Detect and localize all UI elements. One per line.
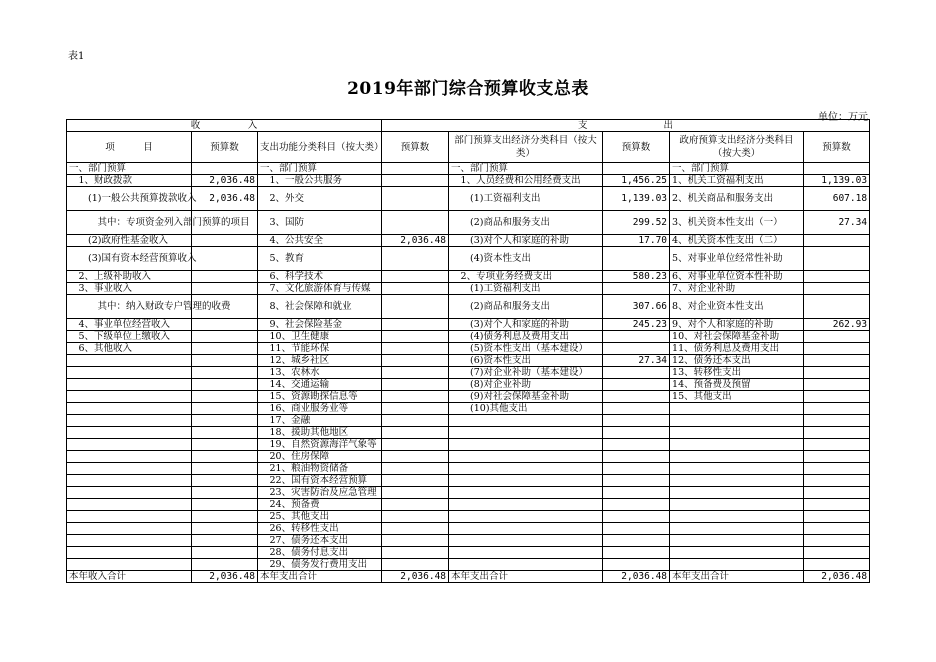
cell-function-budget <box>382 415 449 427</box>
cell-function-item: 13、农林水 <box>258 367 382 379</box>
cell-function-budget <box>382 487 449 499</box>
cell-income-budget <box>192 379 258 391</box>
cell-income-budget <box>192 427 258 439</box>
cell-income-item: 3、事业收入 <box>67 283 192 295</box>
cell-gov-econ-budget <box>804 235 870 247</box>
cell-gov-econ-item: 14、预备费及预留 <box>670 379 804 391</box>
cell-gov-econ-budget <box>804 523 870 535</box>
cell-income-budget <box>192 499 258 511</box>
cell-income-budget <box>192 331 258 343</box>
cell-gov-econ-item <box>670 463 804 475</box>
cell-dept-econ-budget <box>603 343 670 355</box>
cell-function-item: 12、城乡社区 <box>258 355 382 367</box>
total-income-item: 本年收入合计 <box>67 571 192 583</box>
cell-gov-econ-item <box>670 403 804 415</box>
cell-income-budget <box>192 463 258 475</box>
cell-function-budget <box>382 355 449 367</box>
cell-dept-econ-budget <box>603 247 670 271</box>
cell-gov-econ-budget <box>804 367 870 379</box>
cell-dept-econ-budget <box>603 367 670 379</box>
cell-gov-econ-item <box>670 511 804 523</box>
cell-dept-econ-item <box>449 439 603 451</box>
cell-function-budget <box>382 451 449 463</box>
cell-function-item: 2、外交 <box>258 187 382 211</box>
table-row <box>67 475 870 487</box>
cell-gov-econ-item <box>670 547 804 559</box>
cell-dept-econ-budget: 299.52 <box>603 211 670 235</box>
cell-function-item: 27、债务还本支出 <box>258 535 382 547</box>
cell-income-item <box>67 535 192 547</box>
cell-gov-econ-budget <box>804 379 870 391</box>
income-band-header: 收 入 <box>67 120 382 132</box>
cell-function-item: 24、预备费 <box>258 499 382 511</box>
header-function-class: 支出功能分类科目（按大类） <box>258 132 382 163</box>
header-budget-income: 预算数 <box>192 132 258 163</box>
unit-label: 单位：万元 <box>818 112 868 123</box>
cell-income-item: 5、下级单位上缴收入 <box>67 331 192 343</box>
cell-dept-econ-budget: 27.34 <box>603 355 670 367</box>
cell-income-item: 2、上级补助收入 <box>67 271 192 283</box>
cell-income-budget <box>192 511 258 523</box>
total-function-item: 本年支出合计 <box>258 571 382 583</box>
cell-function-item: 14、交通运输 <box>258 379 382 391</box>
cell-gov-econ-budget <box>804 463 870 475</box>
cell-dept-econ-item <box>449 559 603 571</box>
cell-income-budget <box>192 247 258 271</box>
cell-dept-econ-budget: 17.70 <box>603 235 670 247</box>
cell-function-item: 4、公共安全 <box>258 235 382 247</box>
cell-function-item: 一、部门预算 <box>258 163 382 175</box>
cell-gov-econ-item: 11、债务利息及费用支出 <box>670 343 804 355</box>
total-income-budget: 2,036.48 <box>192 571 258 583</box>
expense-band-header: 支 出 <box>382 120 870 132</box>
total-dept-econ-item: 本年支出合计 <box>449 571 603 583</box>
cell-function-budget <box>382 247 449 271</box>
cell-gov-econ-budget <box>804 427 870 439</box>
cell-function-item: 21、粮油物资储备 <box>258 463 382 475</box>
cell-function-item: 17、金融 <box>258 415 382 427</box>
cell-function-item: 3、国防 <box>258 211 382 235</box>
cell-function-item: 28、债务付息支出 <box>258 547 382 559</box>
table-row <box>67 415 870 427</box>
totals-row <box>67 571 870 583</box>
page-title: 2019年部门综合预算收支总表 <box>347 79 589 99</box>
cell-gov-econ-budget <box>804 295 870 319</box>
cell-dept-econ-item <box>449 415 603 427</box>
table-row <box>67 547 870 559</box>
cell-income-item <box>67 511 192 523</box>
cell-gov-econ-budget <box>804 535 870 547</box>
cell-income-item: 6、其他收入 <box>67 343 192 355</box>
cell-gov-econ-item <box>670 499 804 511</box>
cell-gov-econ-item: 9、对个人和家庭的补助 <box>670 319 804 331</box>
cell-income-budget <box>192 343 258 355</box>
cell-dept-econ-item: (6)资本性支出 <box>449 355 603 367</box>
cell-gov-econ-budget: 1,139.03 <box>804 175 870 187</box>
table-row <box>67 175 870 187</box>
cell-income-budget: 2,036.48 <box>192 187 258 211</box>
table-row <box>67 379 870 391</box>
table-row <box>67 451 870 463</box>
table-row <box>67 511 870 523</box>
cell-function-budget <box>382 271 449 283</box>
cell-gov-econ-item: 13、转移性支出 <box>670 367 804 379</box>
cell-dept-econ-budget <box>603 403 670 415</box>
table-row <box>67 439 870 451</box>
cell-dept-econ-budget <box>603 163 670 175</box>
cell-income-item <box>67 463 192 475</box>
cell-gov-econ-item <box>670 451 804 463</box>
cell-gov-econ-item: 10、对社会保障基金补助 <box>670 331 804 343</box>
cell-dept-econ-budget <box>603 547 670 559</box>
table-row <box>67 163 870 175</box>
cell-gov-econ-budget <box>804 283 870 295</box>
cell-dept-econ-item: (9)对社会保障基金补助 <box>449 391 603 403</box>
cell-income-budget <box>192 235 258 247</box>
cell-function-item: 15、资源勘探信息等 <box>258 391 382 403</box>
cell-gov-econ-item <box>670 559 804 571</box>
cell-dept-econ-budget: 1,139.03 <box>603 187 670 211</box>
cell-income-item <box>67 427 192 439</box>
cell-gov-econ-budget <box>804 487 870 499</box>
cell-function-item: 16、商业服务业等 <box>258 403 382 415</box>
table-row <box>67 295 870 319</box>
cell-function-budget <box>382 523 449 535</box>
cell-gov-econ-budget <box>804 475 870 487</box>
cell-gov-econ-budget <box>804 163 870 175</box>
table-row <box>67 271 870 283</box>
cell-function-budget <box>382 175 449 187</box>
budget-table <box>66 119 870 583</box>
cell-function-item: 18、援助其他地区 <box>258 427 382 439</box>
cell-function-budget <box>382 343 449 355</box>
cell-income-item: 4、事业单位经营收入 <box>67 319 192 331</box>
cell-gov-econ-item <box>670 439 804 451</box>
cell-gov-econ-item: 12、债务还本支出 <box>670 355 804 367</box>
cell-dept-econ-budget <box>603 523 670 535</box>
cell-dept-econ-budget <box>603 451 670 463</box>
cell-dept-econ-item <box>449 535 603 547</box>
table-row <box>67 535 870 547</box>
cell-income-budget <box>192 451 258 463</box>
cell-gov-econ-budget <box>804 451 870 463</box>
cell-gov-econ-budget: 607.18 <box>804 187 870 211</box>
table-row <box>67 403 870 415</box>
table-row <box>67 331 870 343</box>
cell-income-item <box>67 391 192 403</box>
cell-gov-econ-budget <box>804 331 870 343</box>
cell-dept-econ-item: 1、人员经费和公用经费支出 <box>449 175 603 187</box>
cell-income-budget <box>192 535 258 547</box>
cell-dept-econ-item <box>449 487 603 499</box>
cell-function-budget <box>382 319 449 331</box>
cell-dept-econ-budget <box>603 487 670 499</box>
cell-dept-econ-budget: 1,456.25 <box>603 175 670 187</box>
cell-income-budget <box>192 547 258 559</box>
cell-function-item: 1、一般公共服务 <box>258 175 382 187</box>
cell-function-budget <box>382 367 449 379</box>
cell-dept-econ-item: (4)债务利息及费用支出 <box>449 331 603 343</box>
cell-gov-econ-item: 7、对企业补助 <box>670 283 804 295</box>
cell-gov-econ-budget <box>804 559 870 571</box>
cell-dept-econ-budget <box>603 475 670 487</box>
cell-income-item: 1、财政拨款 <box>67 175 192 187</box>
cell-dept-econ-item <box>449 475 603 487</box>
cell-dept-econ-budget <box>603 331 670 343</box>
cell-function-budget <box>382 475 449 487</box>
cell-function-budget <box>382 427 449 439</box>
cell-dept-econ-budget <box>603 427 670 439</box>
cell-dept-econ-budget: 245.23 <box>603 319 670 331</box>
cell-dept-econ-item: (2)商品和服务支出 <box>449 211 603 235</box>
cell-function-item: 19、自然资源海洋气象等 <box>258 439 382 451</box>
cell-dept-econ-budget <box>603 511 670 523</box>
table-row <box>67 283 870 295</box>
cell-gov-econ-item: 4、机关资本性支出（二） <box>670 235 804 247</box>
cell-income-budget <box>192 367 258 379</box>
cell-income-item <box>67 523 192 535</box>
cell-function-budget <box>382 547 449 559</box>
cell-income-item <box>67 379 192 391</box>
cell-dept-econ-item: 一、部门预算 <box>449 163 603 175</box>
total-gov-econ-item: 本年支出合计 <box>670 571 804 583</box>
cell-gov-econ-item <box>670 523 804 535</box>
cell-function-item: 9、社会保险基金 <box>258 319 382 331</box>
cell-dept-econ-item: (2)商品和服务支出 <box>449 295 603 319</box>
cell-dept-econ-item <box>449 523 603 535</box>
cell-income-budget <box>192 391 258 403</box>
cell-gov-econ-item: 6、对事业单位资本性补助 <box>670 271 804 283</box>
cell-dept-econ-item: (7)对企业补助（基本建设） <box>449 367 603 379</box>
cell-dept-econ-budget <box>603 283 670 295</box>
cell-income-item <box>67 475 192 487</box>
cell-dept-econ-budget <box>603 535 670 547</box>
cell-function-item: 26、转移性支出 <box>258 523 382 535</box>
cell-income-item: 一、部门预算 <box>67 163 192 175</box>
cell-income-item <box>67 499 192 511</box>
table-row <box>67 343 870 355</box>
cell-income-item: 其中：纳入财政专户管理的收费 <box>67 295 192 319</box>
cell-dept-econ-budget <box>603 439 670 451</box>
cell-function-budget <box>382 391 449 403</box>
table-row <box>67 427 870 439</box>
cell-dept-econ-item: (8)对企业补助 <box>449 379 603 391</box>
cell-function-budget <box>382 163 449 175</box>
table-row <box>67 367 870 379</box>
total-dept-econ-budget: 2,036.48 <box>603 571 670 583</box>
cell-dept-econ-item <box>449 463 603 475</box>
cell-function-budget <box>382 295 449 319</box>
cell-function-budget <box>382 535 449 547</box>
cell-gov-econ-item: 8、对企业资本性支出 <box>670 295 804 319</box>
cell-function-item: 29、债务发行费用支出 <box>258 559 382 571</box>
cell-function-budget <box>382 211 449 235</box>
table-row <box>67 499 870 511</box>
cell-income-item: (1)一般公共预算拨款收入 <box>67 187 192 211</box>
cell-income-item <box>67 367 192 379</box>
table-row <box>67 187 870 211</box>
cell-income-budget <box>192 415 258 427</box>
cell-dept-econ-item: (3)对个人和家庭的补助 <box>449 235 603 247</box>
cell-dept-econ-item: (4)资本性支出 <box>449 247 603 271</box>
cell-income-item <box>67 415 192 427</box>
cell-income-budget <box>192 271 258 283</box>
cell-function-item: 25、其他支出 <box>258 511 382 523</box>
header-gov-econ-class: 政府预算支出经济分类科目（按大类） <box>670 132 804 163</box>
table-row <box>67 355 870 367</box>
cell-gov-econ-item: 3、机关资本性支出（一） <box>670 211 804 235</box>
header-budget-function: 预算数 <box>382 132 449 163</box>
cell-income-item <box>67 547 192 559</box>
cell-function-item: 8、社会保障和就业 <box>258 295 382 319</box>
cell-function-item: 20、住房保障 <box>258 451 382 463</box>
cell-income-item <box>67 451 192 463</box>
cell-dept-econ-item <box>449 427 603 439</box>
cell-income-budget <box>192 487 258 499</box>
cell-dept-econ-item: (1)工资福利支出 <box>449 283 603 295</box>
cell-dept-econ-item: (5)资本性支出（基本建设） <box>449 343 603 355</box>
cell-gov-econ-item <box>670 535 804 547</box>
cell-function-budget <box>382 283 449 295</box>
cell-gov-econ-item: 1、机关工资福利支出 <box>670 175 804 187</box>
table-row <box>67 211 870 235</box>
cell-function-budget <box>382 511 449 523</box>
cell-income-item: 其中：专项资金列入部门预算的项目 <box>67 211 192 235</box>
cell-gov-econ-budget <box>804 247 870 271</box>
cell-gov-econ-item: 一、部门预算 <box>670 163 804 175</box>
cell-dept-econ-item <box>449 547 603 559</box>
cell-income-budget <box>192 319 258 331</box>
cell-income-item <box>67 487 192 499</box>
cell-function-budget <box>382 463 449 475</box>
cell-gov-econ-budget <box>804 343 870 355</box>
cell-dept-econ-budget <box>603 463 670 475</box>
cell-dept-econ-item <box>449 511 603 523</box>
cell-dept-econ-budget <box>603 415 670 427</box>
cell-function-item: 5、教育 <box>258 247 382 271</box>
cell-dept-econ-item: (3)对个人和家庭的补助 <box>449 319 603 331</box>
cell-income-budget <box>192 283 258 295</box>
total-gov-econ-budget: 2,036.48 <box>804 571 870 583</box>
cell-income-item <box>67 559 192 571</box>
cell-gov-econ-budget <box>804 511 870 523</box>
cell-income-item <box>67 439 192 451</box>
table-row <box>67 319 870 331</box>
cell-function-item: 11、节能环保 <box>258 343 382 355</box>
cell-function-budget <box>382 499 449 511</box>
cell-income-item <box>67 403 192 415</box>
cell-function-budget <box>382 403 449 415</box>
cell-gov-econ-budget: 262.93 <box>804 319 870 331</box>
table-row <box>67 235 870 247</box>
table-row <box>67 463 870 475</box>
table-row <box>67 523 870 535</box>
cell-income-budget <box>192 523 258 535</box>
cell-function-item: 7、文化旅游体育与传媒 <box>258 283 382 295</box>
cell-income-budget: 2,036.48 <box>192 175 258 187</box>
header-dept-econ-class: 部门预算支出经济分类科目（按大类） <box>449 132 603 163</box>
cell-gov-econ-budget <box>804 547 870 559</box>
cell-function-budget <box>382 439 449 451</box>
cell-dept-econ-item: (10)其他支出 <box>449 403 603 415</box>
cell-function-item: 6、科学技术 <box>258 271 382 283</box>
cell-function-budget <box>382 379 449 391</box>
cell-dept-econ-budget: 307.66 <box>603 295 670 319</box>
cell-gov-econ-budget <box>804 271 870 283</box>
cell-income-item: (3)国有资本经营预算收入 <box>67 247 192 271</box>
cell-gov-econ-item: 5、对事业单位经常性补助 <box>670 247 804 271</box>
cell-income-budget <box>192 163 258 175</box>
cell-dept-econ-item: 2、专项业务经费支出 <box>449 271 603 283</box>
header-item: 项 目 <box>67 132 192 163</box>
cell-gov-econ-budget <box>804 355 870 367</box>
cell-function-item: 22、国有资本经营预算 <box>258 475 382 487</box>
cell-income-item: (2)政府性基金收入 <box>67 235 192 247</box>
header-budget-gov-econ: 预算数 <box>804 132 870 163</box>
table-row <box>67 559 870 571</box>
cell-gov-econ-budget <box>804 499 870 511</box>
cell-function-item: 23、灾害防治及应急管理 <box>258 487 382 499</box>
table-row <box>67 487 870 499</box>
cell-income-budget <box>192 403 258 415</box>
cell-gov-econ-budget <box>804 403 870 415</box>
cell-income-budget <box>192 559 258 571</box>
table-number: 表1 <box>68 51 85 62</box>
cell-gov-econ-budget: 27.34 <box>804 211 870 235</box>
cell-gov-econ-item <box>670 487 804 499</box>
cell-income-budget <box>192 355 258 367</box>
cell-function-item: 10、卫生健康 <box>258 331 382 343</box>
header-budget-dept-econ: 预算数 <box>603 132 670 163</box>
cell-income-item <box>67 355 192 367</box>
cell-dept-econ-budget <box>603 559 670 571</box>
cell-function-budget <box>382 559 449 571</box>
cell-function-budget: 2,036.48 <box>382 235 449 247</box>
cell-gov-econ-item: 2、机关商品和服务支出 <box>670 187 804 211</box>
table-row <box>67 391 870 403</box>
table-row <box>67 247 870 271</box>
cell-gov-econ-budget <box>804 439 870 451</box>
cell-gov-econ-budget <box>804 415 870 427</box>
cell-gov-econ-item <box>670 475 804 487</box>
cell-dept-econ-budget <box>603 499 670 511</box>
total-function-budget: 2,036.48 <box>382 571 449 583</box>
cell-gov-econ-item <box>670 415 804 427</box>
cell-dept-econ-budget: 580.23 <box>603 271 670 283</box>
cell-function-budget <box>382 187 449 211</box>
cell-dept-econ-budget <box>603 379 670 391</box>
cell-gov-econ-budget <box>804 391 870 403</box>
cell-dept-econ-item <box>449 451 603 463</box>
cell-income-budget <box>192 439 258 451</box>
cell-dept-econ-item <box>449 499 603 511</box>
cell-gov-econ-item <box>670 427 804 439</box>
cell-income-budget <box>192 475 258 487</box>
cell-function-budget <box>382 331 449 343</box>
cell-gov-econ-item: 15、其他支出 <box>670 391 804 403</box>
cell-dept-econ-budget <box>603 391 670 403</box>
cell-dept-econ-item: (1)工资福利支出 <box>449 187 603 211</box>
